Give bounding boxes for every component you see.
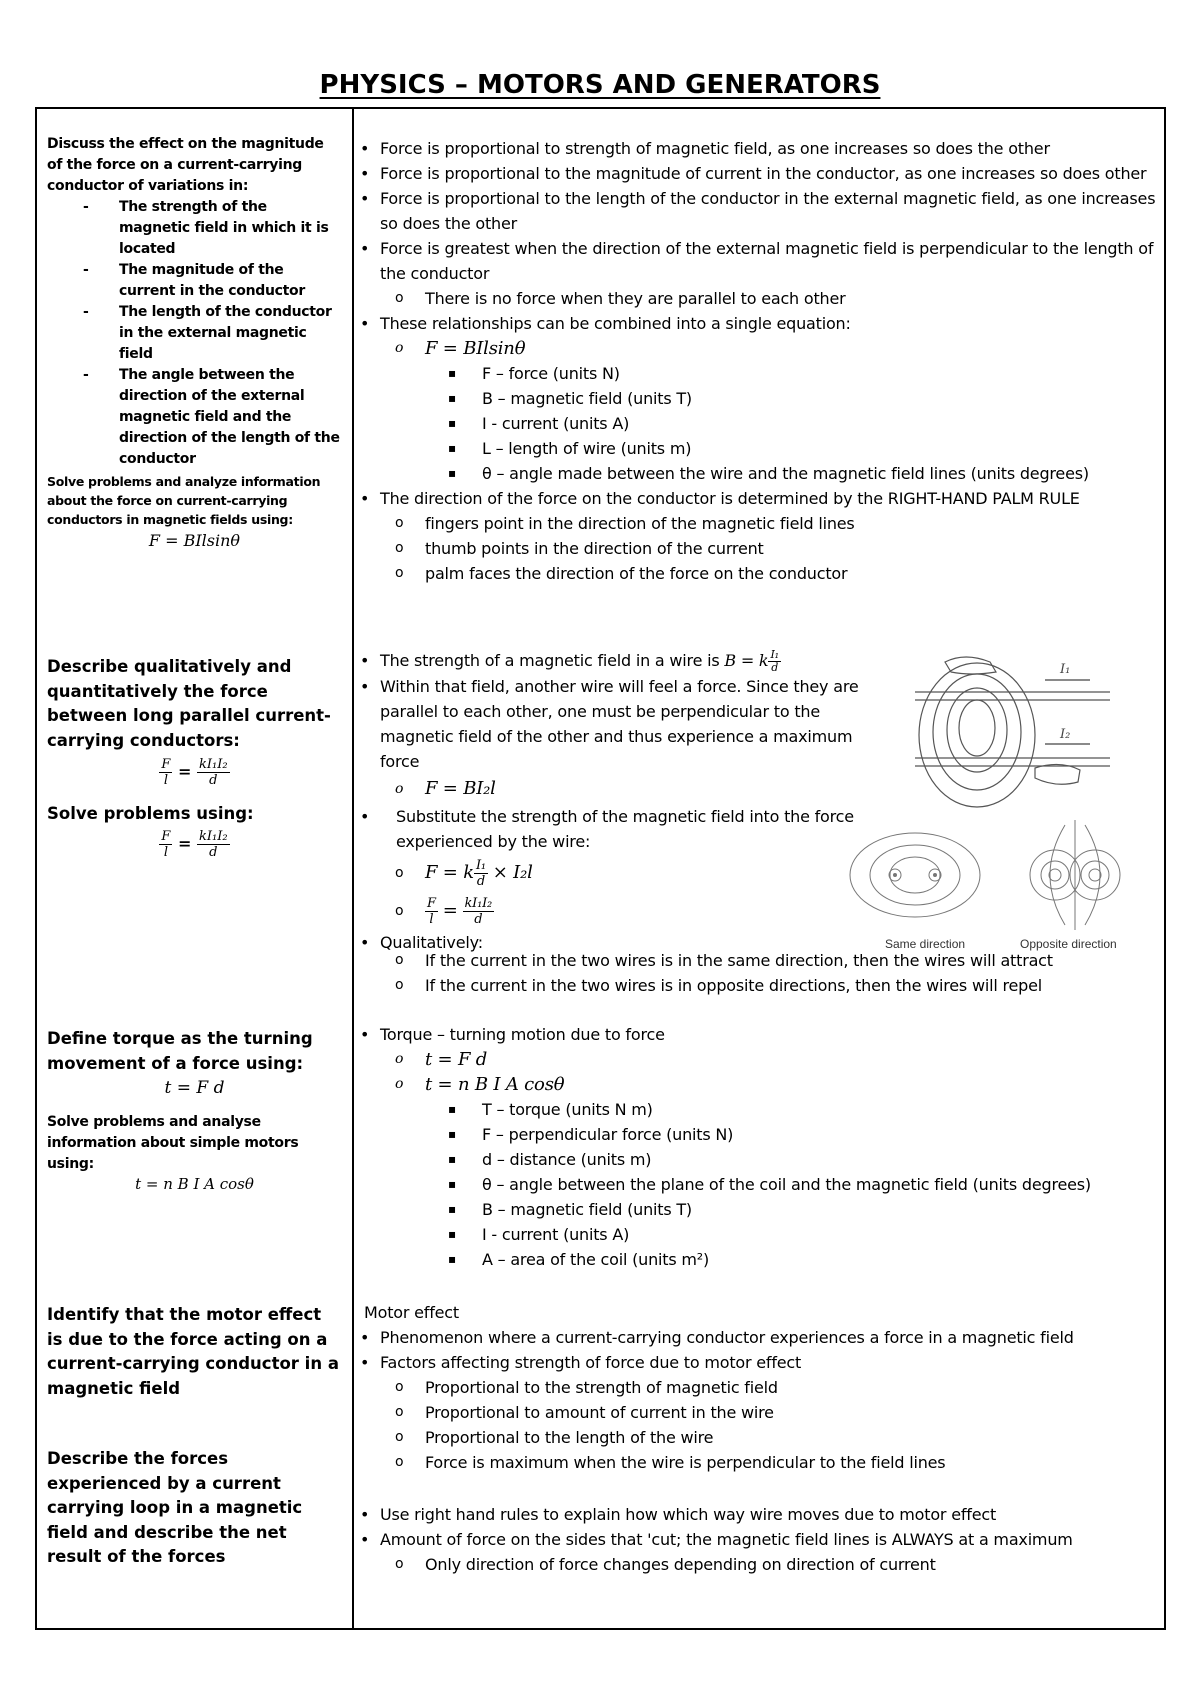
list-item: - The strength of the magnetic field in which it is located bbox=[119, 197, 342, 260]
s4-bullet: • Phenomenon where a current-carrying conductor experiences a force in a magnetic field bbox=[360, 1325, 1160, 1350]
s3-var: ▪ F – perpendicular force (units N) bbox=[360, 1122, 1160, 1147]
s4-question-2: Describe the forces experienced by a current carrying loop in a magnetic field and describe the net result of the forces bbox=[47, 1449, 303, 1566]
s2-equation: o F = BI₂l bbox=[360, 774, 870, 804]
s4-sub-bullet: o Only direction of force changes depending on direction of current bbox=[360, 1552, 1160, 1577]
s1-equation: o F = BIlsinθ bbox=[360, 336, 1160, 361]
s3-var: ▪ d – distance (units m) bbox=[360, 1147, 1160, 1172]
s4-factor: o Force is maximum when the wire is perpendicular to the field lines bbox=[360, 1450, 1160, 1475]
s3-var: ▪ A – area of the coil (units m²) bbox=[360, 1247, 1160, 1272]
s2-bullet: • Qualitatively: bbox=[360, 930, 870, 955]
s1-palm-item: o fingers point in the direction of the magnetic field lines bbox=[360, 511, 1160, 536]
s3-equation: o t = F d bbox=[360, 1047, 1160, 1072]
fig-opposite-label: Opposite direction bbox=[1020, 937, 1117, 951]
page-title: PHYSICS – MOTORS AND GENERATORS bbox=[319, 70, 881, 100]
s2-right bbox=[360, 648, 870, 955]
i2-label: I₂ bbox=[1060, 727, 1071, 742]
s4-heading: Motor effect bbox=[364, 1303, 459, 1322]
field-line-figures bbox=[840, 820, 1160, 955]
s1-var: ▪ I - current (units A) bbox=[360, 411, 1160, 436]
parallel-wires-figure bbox=[885, 640, 1155, 820]
list-item: - The length of the conductor in the external magnetic field bbox=[119, 302, 342, 365]
s3-left-formula-1: t = F d bbox=[164, 1078, 225, 1098]
s4-bullet: • Use right hand rules to explain how which way wire moves due to motor effect bbox=[360, 1502, 1160, 1527]
s1-bullet: • Force is greatest when the direction of the external magnetic field is perpendicular to the length of the conductor bbox=[360, 236, 1160, 286]
s1-bullet: • These relationships can be combined into a single equation: bbox=[360, 311, 1160, 336]
s3-solve-text: Solve problems and analyse information about simple motors using: bbox=[47, 1114, 299, 1172]
s2-bullet: • Within that field, another wire will feel a force. Since they are parallel to each other, one must be perpendicular to the magnetic field of the other and thus experience a maximum force bbox=[360, 674, 870, 774]
s3-var: ▪ B – magnetic field (units T) bbox=[360, 1197, 1160, 1222]
s3-question: Define torque as the turning movement of a force using: bbox=[47, 1029, 313, 1073]
s3-equation: o t = n B I A cosθ bbox=[360, 1072, 1160, 1097]
s1-bullet: • Force is proportional to the magnitude of current in the conductor, as one increases so does other bbox=[360, 161, 1160, 186]
s2-bullet: • The strength of a magnetic field in a wire is B = k $\frac{\text{I₁}}{d}$ bbox=[360, 648, 870, 674]
s1-bullet: • Force is proportional to the length of the conductor in the external magnetic field, as one increases so does the other bbox=[360, 186, 1160, 236]
s2-left-formula-2: $\frac{F}{l}$ = $\frac{\text{kI₁I₂}}{d}$ bbox=[161, 828, 228, 860]
s4-left bbox=[47, 1303, 342, 1570]
s1-left-formula: F = BIlsinθ bbox=[148, 531, 241, 550]
s2-equation-3: o $\frac{F}{l}$ = $\frac{\text{kI₁I₂}}{d}$ bbox=[360, 892, 870, 930]
s1-question: Discuss the effect on the magnitude of the force on a current-carrying conductor of variations in: bbox=[47, 136, 324, 194]
s1-var: ▪ B – magnetic field (units T) bbox=[360, 386, 1160, 411]
s3-left bbox=[47, 1027, 342, 1193]
s4-question-1: Identify that the motor effect is due to the force acting on a current-carrying conductor in a magnetic field bbox=[47, 1305, 339, 1398]
s2-bullet: • Substitute the strength of the magnetic field into the force experienced by the wire: bbox=[360, 804, 870, 854]
fig-same-label: Same direction bbox=[885, 937, 966, 951]
list-item: - The magnitude of the current in the conductor bbox=[119, 260, 342, 302]
s3-bullet: • Torque – turning motion due to force bbox=[360, 1022, 1160, 1047]
s3-var: ▪ θ – angle between the plane of the coil and the magnetic field (units degrees) bbox=[360, 1172, 1160, 1197]
s2-qualitative bbox=[360, 948, 1160, 998]
s1-var: ▪ L – length of wire (units m) bbox=[360, 436, 1160, 461]
s3-var: ▪ I - current (units A) bbox=[360, 1222, 1160, 1247]
s1-var: ▪ θ – angle made between the wire and the magnetic field lines (units degrees) bbox=[360, 461, 1160, 486]
list-item: - The angle between the direction of the external magnetic field and the direction of the length of the conductor bbox=[119, 365, 342, 470]
column-divider bbox=[352, 107, 354, 1628]
s1-variation-list bbox=[47, 197, 342, 470]
s1-palm-item: o palm faces the direction of the force on the conductor bbox=[360, 561, 1160, 586]
s1-var: ▪ F – force (units N) bbox=[360, 361, 1160, 386]
s4-factor: o Proportional to amount of current in the wire bbox=[360, 1400, 1160, 1425]
s2-qual-item: o If the current in the two wires is in opposite directions, then the wires will repel bbox=[360, 973, 1160, 998]
s1-palm-item: o thumb points in the direction of the current bbox=[360, 536, 1160, 561]
s1-bullet: • Force is proportional to strength of magnetic field, as one increases so does the other bbox=[360, 136, 1160, 161]
s1-solve-text: Solve problems and analyze information about the force on current-carrying conductors in magnetic fields using: bbox=[47, 474, 321, 527]
s2-left-formula: $\frac{F}{l}$ = $\frac{\text{kI₁I₂}}{d}$ bbox=[161, 757, 228, 788]
s1-bullet: • The direction of the force on the conductor is determined by the RIGHT-HAND PALM RULE bbox=[360, 486, 1160, 511]
s3-right bbox=[360, 1022, 1160, 1272]
s4-bullet: • Amount of force on the sides that 'cut; the magnetic field lines is ALWAYS at a maximum bbox=[360, 1527, 1160, 1552]
s2-equation-2: o F = k $\frac{\text{I₁}}{d}$ × I₂l bbox=[360, 854, 870, 892]
s2-left bbox=[47, 655, 342, 860]
s1-left bbox=[47, 134, 342, 550]
s2-solve-text: Solve problems using: bbox=[47, 804, 254, 823]
s3-left-formula-2: t = n B I A cosθ bbox=[135, 1175, 254, 1193]
s3-var: ▪ T – torque (units N m) bbox=[360, 1097, 1160, 1122]
s2-qual-item: o If the current in the two wires is in the same direction, then the wires will attract bbox=[360, 948, 1160, 973]
s4-right bbox=[360, 1300, 1160, 1577]
s1-right bbox=[360, 136, 1160, 586]
s1-sub-bullet: o There is no force when they are parallel to each other bbox=[360, 286, 1160, 311]
s4-factor: o Proportional to the length of the wire bbox=[360, 1425, 1160, 1450]
s2-question: Describe qualitatively and quantitatively the force between long parallel current-carrying conductors: bbox=[47, 657, 331, 750]
s4-bullet: • Factors affecting strength of force due to motor effect bbox=[360, 1350, 1160, 1375]
s4-factor: o Proportional to the strength of magnetic field bbox=[360, 1375, 1160, 1400]
i1-label: I₁ bbox=[1060, 662, 1071, 677]
